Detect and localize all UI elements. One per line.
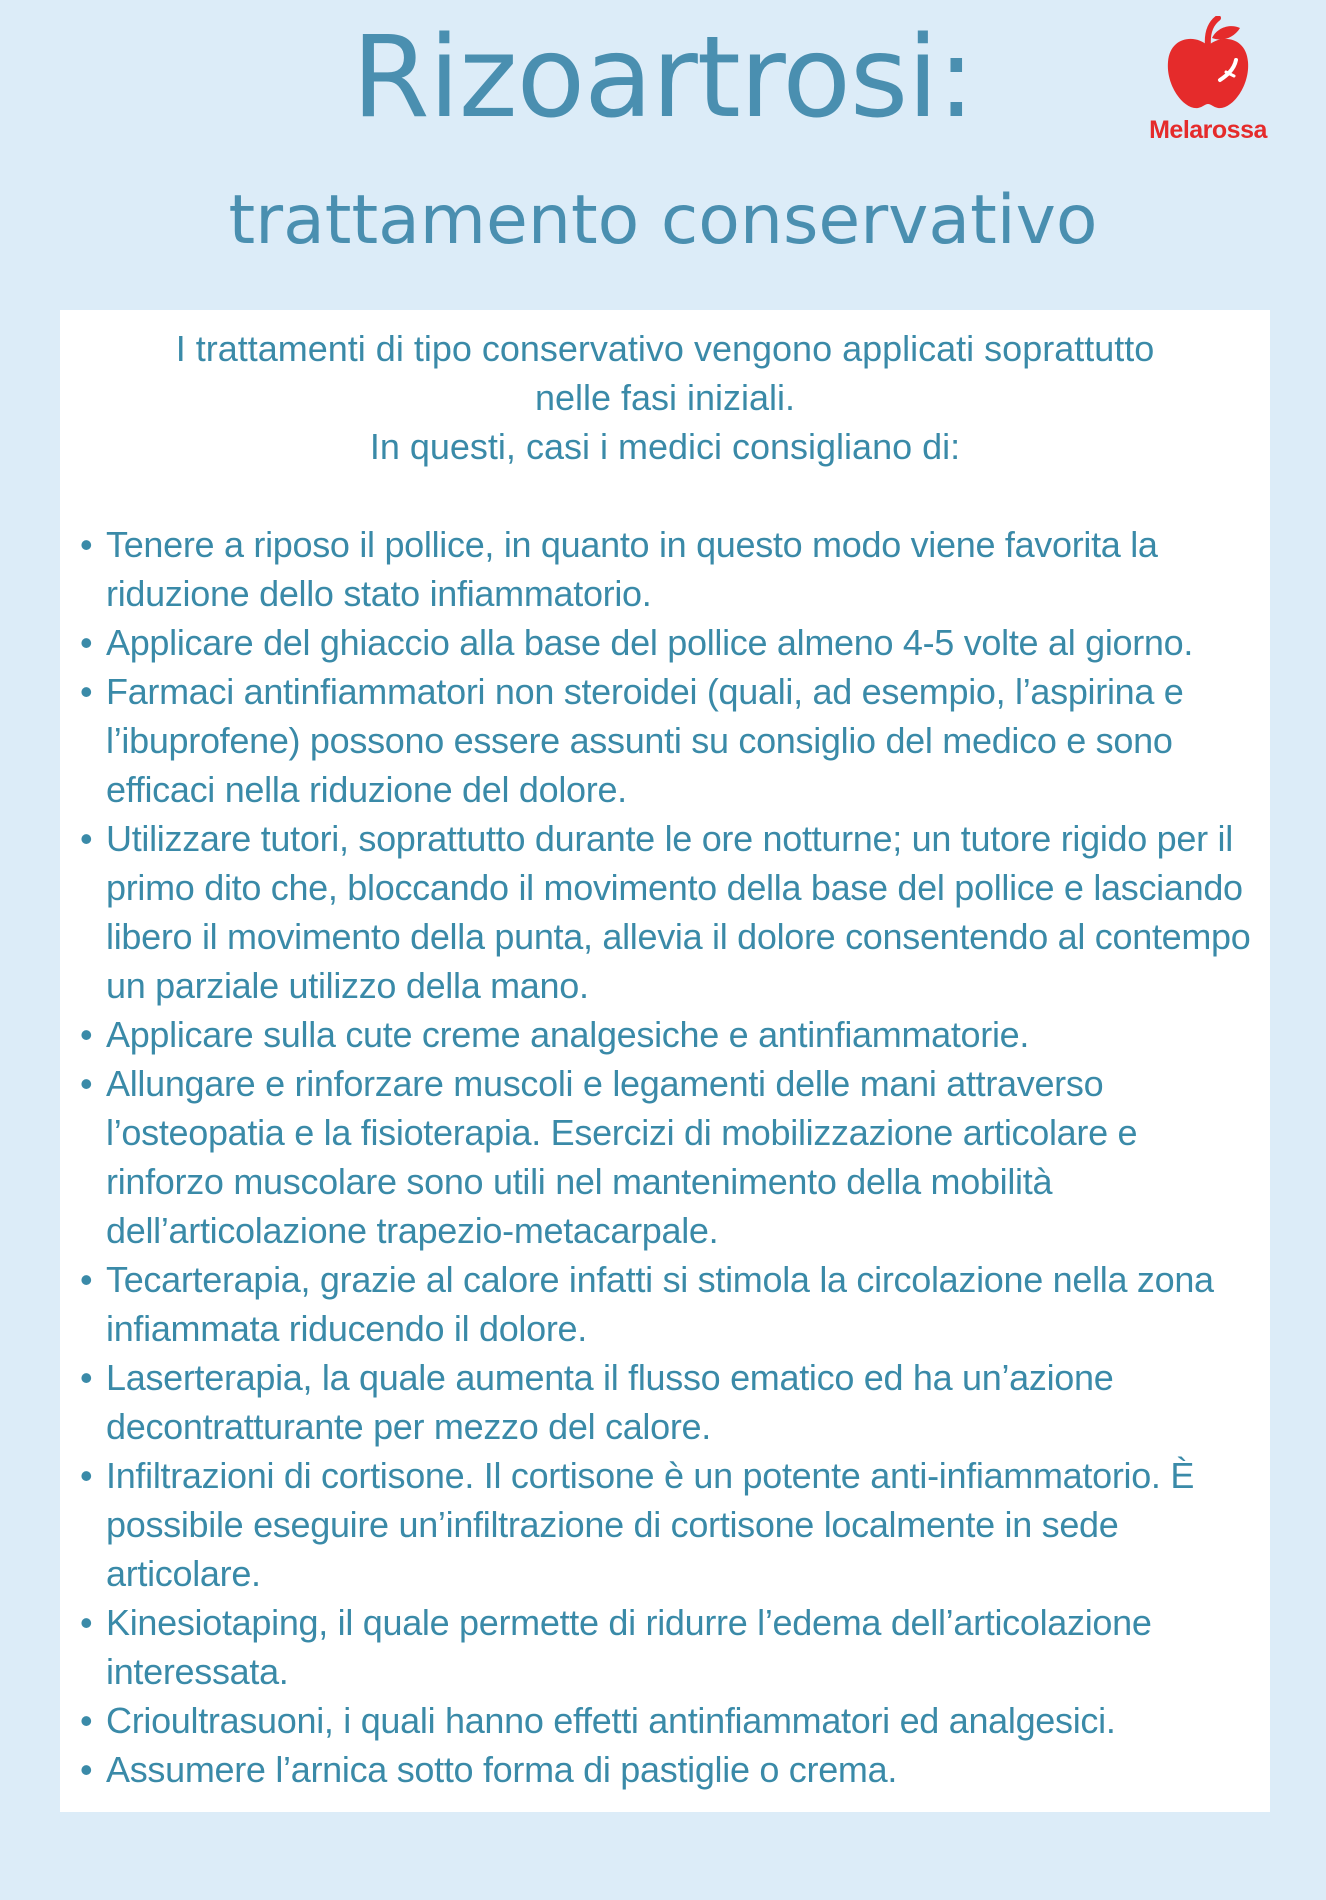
bullet-icon: • (80, 622, 93, 663)
apple-icon (1162, 16, 1254, 114)
treatment-list (60, 520, 1270, 1794)
intro-text (60, 324, 1270, 471)
melarossa-logo (1138, 16, 1278, 166)
list-item (80, 1010, 1258, 1059)
intro-line: I trattamenti di tipo conservativo vengono applicati soprattutto (175, 328, 1155, 369)
list-item (80, 618, 1258, 667)
bullet-icon: • (80, 818, 93, 859)
bullet-icon: • (80, 1259, 93, 1300)
list-item-text: Assumere l’arnica sotto forma di pastiglie o crema. (106, 1749, 898, 1790)
page-title: Rizoartrosi: (351, 13, 975, 143)
bullet-icon: • (80, 1602, 93, 1643)
list-item-text: Kinesiotaping, il quale permette di ridurre l’edema dell’articolazione interessata. (106, 1602, 1152, 1692)
list-item-text: Infiltrazioni di cortisone. Il cortisone è un potente anti-infiammatorio. È possibile eseguire un’infiltrazione di cortisone localmente in sede articolare. (106, 1455, 1195, 1594)
page-subtitle: trattamento conservativo (228, 181, 1098, 260)
list-item (80, 1353, 1258, 1451)
bullet-icon: • (80, 1749, 93, 1790)
list-item-text: Tecarterapia, grazie al calore infatti si stimola la circolazione nella zona infiammata riducendo il dolore. (106, 1259, 1214, 1349)
bullet-icon: • (80, 1357, 93, 1398)
list-item-text: Utilizzare tutori, soprattutto durante le ore notturne; un tutore rigido per il primo dito che, bloccando il movimento della base del pollice e lasciando libero il movimento della punta, allevia il dolore consentendo al contempo un parziale utilizzo della mano. (106, 818, 1251, 1006)
bullet-icon: • (80, 524, 93, 565)
list-item (80, 1598, 1258, 1696)
bullet-icon: • (80, 1063, 93, 1104)
bullet-icon: • (80, 1014, 93, 1055)
list-item-text: Farmaci antinfiammatori non steroidei (quali, ad esempio, l’aspirina e l’ibuprofene) possono essere assunti su consiglio del medico e sono efficaci nella riduzione del dolore. (106, 671, 1184, 810)
list-item (80, 1696, 1258, 1745)
list-item (80, 814, 1258, 1010)
list-item-text: Applicare sulla cute creme analgesiche e antinfiammatorie. (106, 1014, 1030, 1055)
intro-line: In questi, casi i medici consigliano di: (369, 426, 961, 467)
list-item (80, 520, 1258, 618)
list-item (80, 667, 1258, 814)
list-item (80, 1059, 1258, 1255)
list-item-text: Tenere a riposo il pollice, in quanto in questo modo viene favorita la riduzione dello stato infiammatorio. (106, 524, 1158, 614)
intro-line: nelle fasi iniziali. (534, 377, 796, 418)
list-item (80, 1451, 1258, 1598)
list-item-text: Applicare del ghiaccio alla base del pollice almeno 4-5 volte al giorno. (106, 622, 1194, 663)
list-item (80, 1745, 1258, 1794)
list-item (80, 1255, 1258, 1353)
content-card (60, 310, 1270, 1812)
list-item-text: Crioultrasuoni, i quali hanno effetti antinfiammatori ed analgesici. (106, 1700, 1116, 1741)
bullet-icon: • (80, 1700, 93, 1741)
bullet-icon: • (80, 671, 93, 712)
list-item-text: Laserterapia, la quale aumenta il flusso ematico ed ha un’azione decontratturante per mezzo del calore. (106, 1357, 1114, 1447)
bullet-icon: • (80, 1455, 93, 1496)
logo-text: Melarossa (1149, 116, 1267, 144)
list-item-text: Allungare e rinforzare muscoli e legamenti delle mani attraverso l’osteopatia e la fisioterapia. Esercizi di mobilizzazione articolare e rinforzo muscolare sono utili nel mantenimento della mobilità dell’articolazione trapezio-metacarpale. (106, 1063, 1138, 1251)
